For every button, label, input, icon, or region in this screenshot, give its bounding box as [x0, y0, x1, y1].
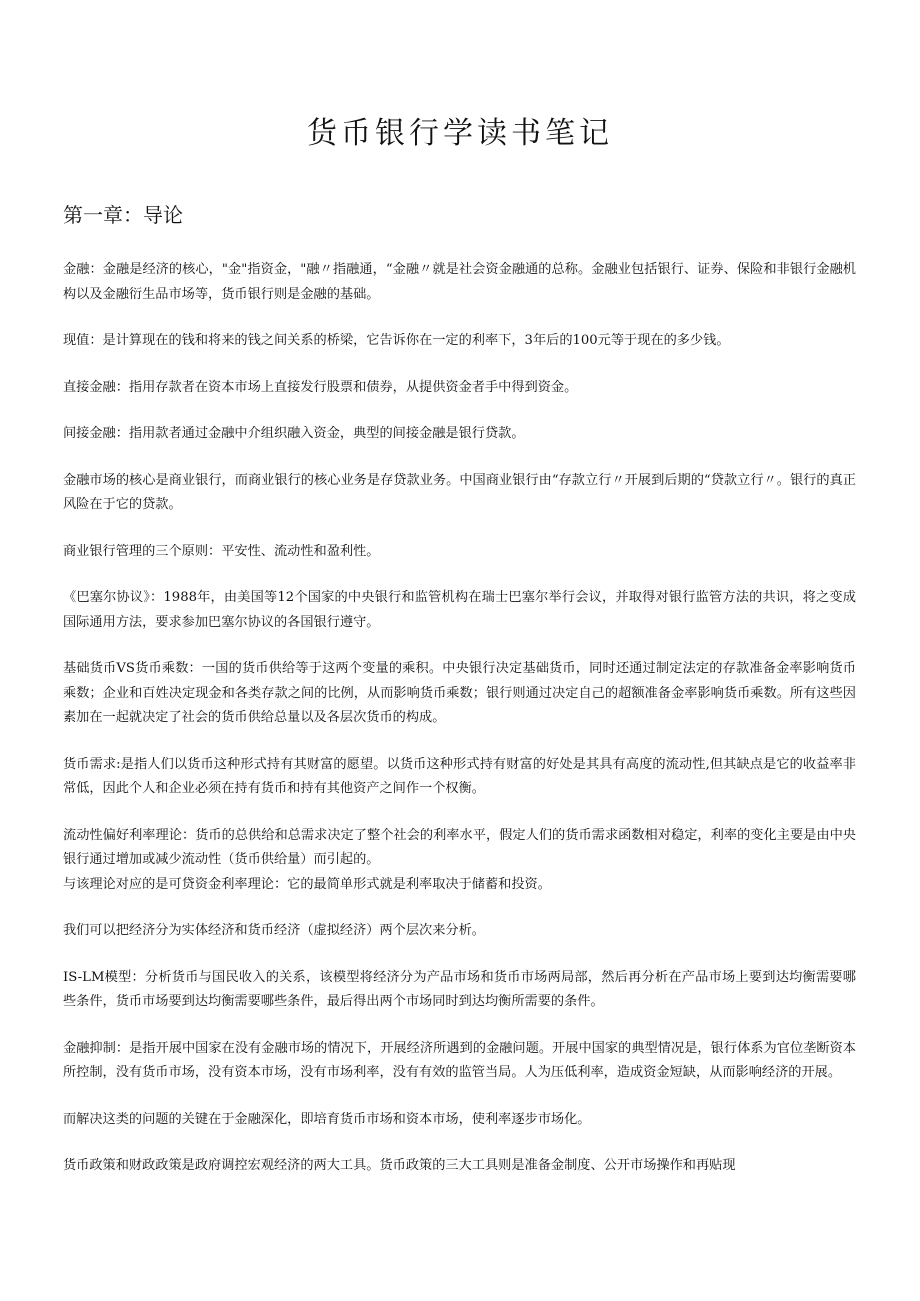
paragraph-liquidity-preference: 流动性偏好利率理论：货币的总供给和总需求决定了整个社会的利率水平，假定人们的货币需求函数相对稳定，利率的变化主要是由中央银行通过增加或减少流动性（货币供给量）而引起的。: [63, 827, 856, 867]
paragraph-loanable-funds: 与该理论对应的是可贷资金利率理论：它的最简单形式就是利率取决于储蓄和投资。: [63, 876, 551, 892]
paragraph-finance: 金融：金融是经济的核心，"金"指资金，"融〃指融通，“金融〃就是社会资金融通的总称。金融业包括银行、证券、保险和非银行金融机构以及金融衍生品市场等，货币银行则是金融的基础。: [63, 262, 856, 302]
paragraph-bank-principles: 商业银行管理的三个原则：平安性、流动性和盈利性。: [63, 543, 380, 559]
chapter-heading: 第一章：导论: [63, 203, 183, 227]
paragraph-direct-finance: 直接金融：指用存款者在资本市场上直接发行股票和债券，从提供资金者手中得到资金。: [63, 379, 578, 395]
paragraph-economy-levels: 我们可以把经济分为实体经济和货币经济（虚拟经济）两个层次来分析。: [63, 923, 485, 938]
document-body: [63, 258, 856, 1201]
paragraph-base-money: 基础货币VS货币乘数：一国的货币供给等于这两个变量的乘积。中央银行决定基础货币，同时还通过制定法定的存款准备金率影响货币乘数；企业和百姓决定现金和各类存款之间的比例，从而影响货币乘数；银行则通过决定自己的超额准备金率影响货币乘数。所有这些因素加在一起就决定了社会的货币供给总量以及各层次货币的构成。: [63, 661, 856, 725]
paragraph-commercial-bank: 金融市场的核心是商业银行，而商业银行的核心业务是存贷款业务。中国商业银行由“存款立行〃开展到后期的“贷款立行〃。银行的真正风险在于它的贷款。: [63, 472, 856, 512]
document-title: 货币银行学读书笔记: [307, 116, 613, 151]
paragraph-policy-tools: 货币政策和财政政策是政府调控宏观经济的两大工具。货币政策的三大工具则是准备金制度、公开市场操作和再贴现: [63, 1158, 736, 1173]
paragraph-indirect-finance: 间接金融：指用款者通过金融中介组织融入资金，典型的间接金融是银行贷款。: [63, 426, 525, 441]
paragraph-is-lm: IS-LM模型：分析货币与国民收入的关系，该模型将经济分为产品市场和货币市场两局部，然后再分析在产品市场上要到达均衡需要哪些条件，货币市场要到达均衡需要哪些条件，最后得出两个市场同时到达均衡所需要的条件。: [63, 969, 856, 1009]
paragraph-money-demand: 货币需求:是指人们以货币这种形式持有其财富的愿望。以货币这种形式持有财富的好处是其具有高度的流动性,但其缺点是它的收益率非常低，因此个人和企业必须在持有货币和持有其他资产之间作一个权衡。: [63, 756, 856, 796]
paragraph-present-value: 现值：是计算现在的钱和将来的钱之间关系的桥梁，它告诉你在一定的利率下，3年后的100元等于现在的多少钱。: [63, 333, 730, 348]
paragraph-financial-deepening: 而解决这类的问题的关键在于金融深化，即培育货币市场和资本市场，使利率逐步市场化。: [63, 1111, 591, 1127]
paragraph-financial-repression: 金融抑制：是指开展中国家在没有金融市场的情况下，开展经济所遇到的金融问题。开展中国家的典型情况是，银行体系为官位垄断资本所控制，没有货币市场，没有资本市场，没有市场利率，没有有效的监管当局。人为压低利率，造成资金短缺，从而影响经济的开展。: [63, 1040, 856, 1080]
paragraph-basel-accord: 《巴塞尔协议》：1988年，由美国等12个国家的中央银行和监管机构在瑞士巴塞尔举行会议，并取得对银行监管方法的共识，将之变成国际通用方法，要求参加巴塞尔协议的各国银行遵守。: [63, 590, 856, 630]
